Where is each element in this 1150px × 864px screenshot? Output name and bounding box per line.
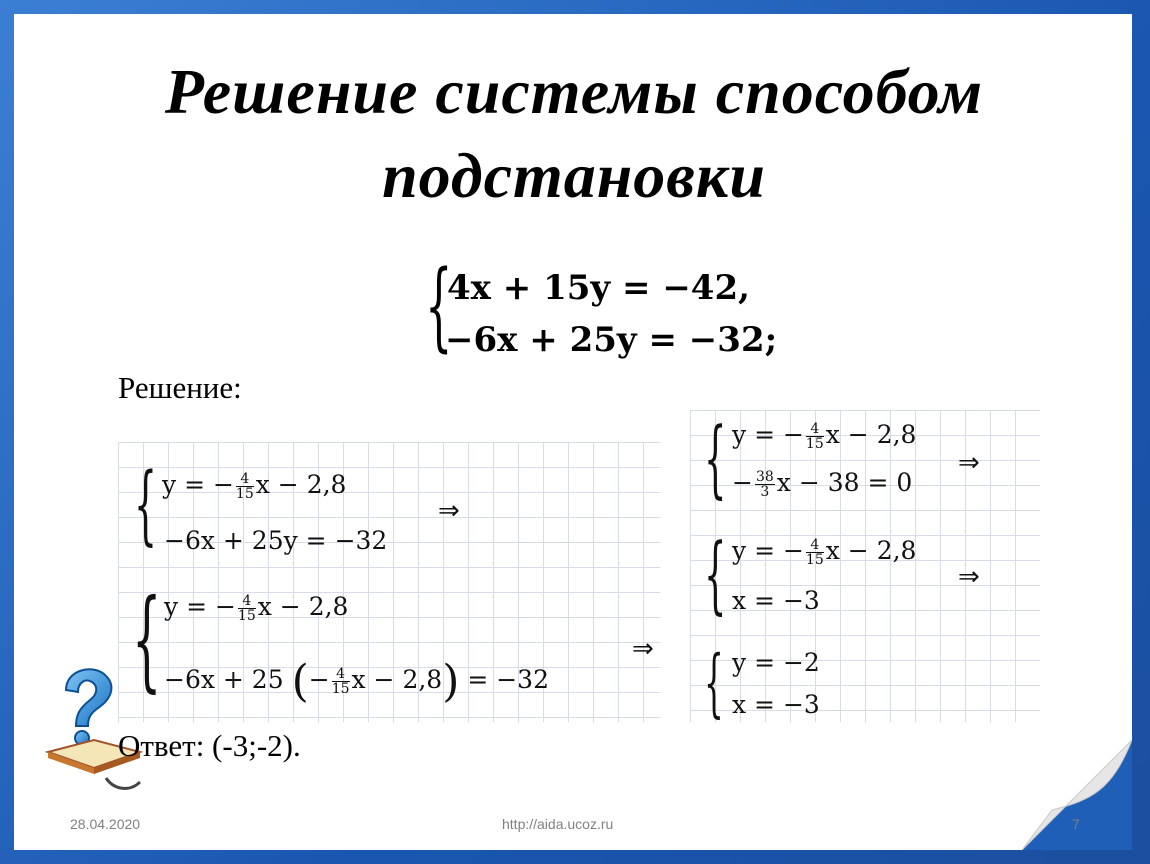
fraction <box>332 667 350 696</box>
brace: { <box>132 575 162 703</box>
footer-date: 28.04.2020 <box>70 816 141 832</box>
title-line-2: подстановки <box>382 140 766 211</box>
eq-suffix: x − 38 = 0 <box>776 468 913 497</box>
denominator: 15 <box>805 436 824 452</box>
y-suffix: x − 2,8 <box>257 592 349 621</box>
y-prefix: y = − <box>732 420 804 449</box>
answer-text: Ответ: (-3;-2). <box>118 728 301 763</box>
implies-arrow: ⇒ <box>958 448 980 478</box>
y-prefix: y = − <box>732 536 804 565</box>
implies-arrow: ⇒ <box>632 634 654 664</box>
fraction <box>236 472 254 501</box>
equation-1: 4x + 15y = −42, <box>447 268 750 308</box>
numerator: 4 <box>238 594 256 609</box>
eq-prefix: −6x + 25 <box>164 665 292 694</box>
denominator: 15 <box>237 608 256 624</box>
step-2-eq-2 <box>164 656 549 707</box>
step-5-eq-1: y = −2 <box>732 648 820 677</box>
y-suffix: x − 2,8 <box>255 470 347 499</box>
numerator: 4 <box>332 667 350 682</box>
implies-arrow: ⇒ <box>438 496 460 526</box>
inner-prefix: − <box>308 665 330 694</box>
numerator: 4 <box>806 538 824 553</box>
step-1-eq-1 <box>162 470 346 501</box>
fraction <box>806 538 824 567</box>
step-3-eq-1 <box>732 420 916 451</box>
solution-label: Решение: <box>118 370 242 405</box>
slide-title <box>0 50 1150 218</box>
denominator: 15 <box>331 681 350 697</box>
footer-url[interactable]: http://aida.ucoz.ru <box>502 816 614 832</box>
title-line-1: Решение системы способом <box>164 56 984 127</box>
brace: { <box>704 409 727 507</box>
eq-prefix: − <box>732 468 753 497</box>
y-prefix: y = − <box>164 592 236 621</box>
brace: { <box>704 525 727 623</box>
step-2-eq-1 <box>164 592 348 623</box>
step-4-eq-1 <box>732 536 916 567</box>
numerator: 38 <box>755 469 774 485</box>
step-1-eq-2: −6x + 25y = −32 <box>164 526 388 555</box>
inner-suffix: x − 2,8 <box>351 665 443 694</box>
equation-2: −6x + 25y = −32; <box>445 320 778 360</box>
paren-close: ) <box>442 656 460 707</box>
step-4-eq-2: x = −3 <box>732 586 820 615</box>
paren-open: ( <box>291 656 309 707</box>
fraction <box>755 470 775 499</box>
denominator: 15 <box>805 552 824 568</box>
implies-arrow: ⇒ <box>958 562 980 592</box>
eq-suffix: = −32 <box>459 665 549 694</box>
y-prefix: y = − <box>162 470 234 499</box>
y-suffix: x − 2,8 <box>825 536 917 565</box>
fraction <box>806 422 824 451</box>
step-3-eq-2 <box>732 468 912 499</box>
fraction <box>238 594 256 623</box>
denominator: 15 <box>235 486 254 502</box>
y-suffix: x − 2,8 <box>825 420 917 449</box>
brace: { <box>425 250 453 362</box>
page-curl-decoration <box>1022 740 1132 850</box>
footer-page-number: 7 <box>1072 816 1080 832</box>
numerator: 4 <box>806 422 824 437</box>
denominator: 3 <box>760 484 770 500</box>
brace: { <box>704 640 724 726</box>
numerator: 4 <box>236 472 254 487</box>
step-5-eq-2: x = −3 <box>732 690 820 719</box>
brace: { <box>134 455 157 555</box>
